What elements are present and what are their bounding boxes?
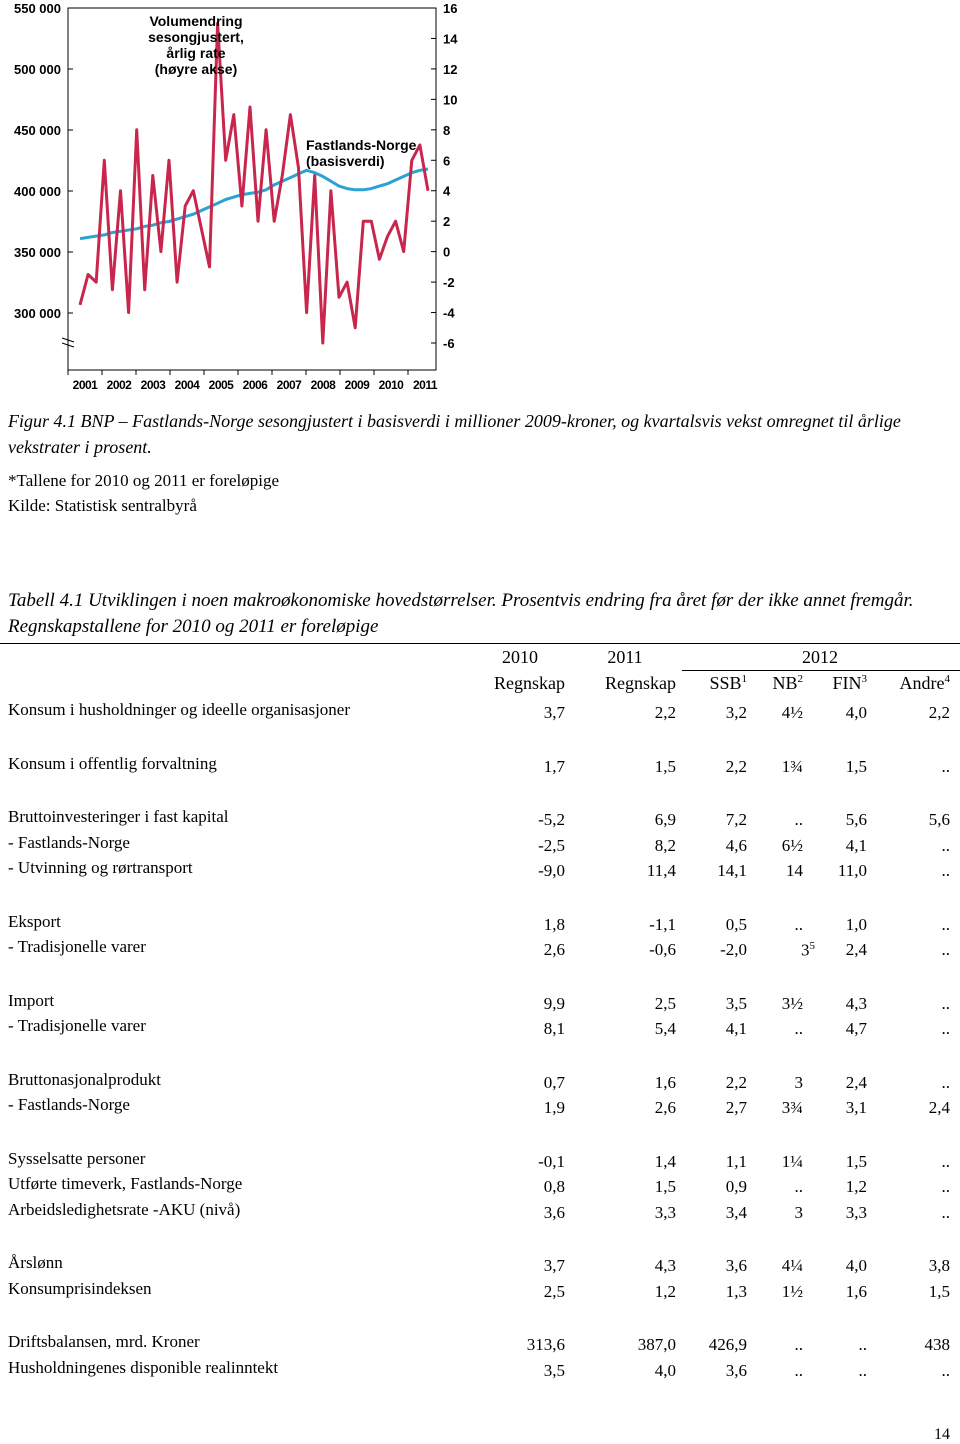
table-cell: .. <box>941 1360 950 1380</box>
table-cell: -0,6 <box>649 940 676 959</box>
table-cell: 8,1 <box>543 1019 565 1038</box>
table-cell: .. <box>794 1177 803 1196</box>
row-label: - Utvinning og rørtransport <box>8 858 193 877</box>
x-axis-tick-label: 2010 <box>378 378 404 392</box>
table-cell: 2,2 <box>725 1072 747 1092</box>
table-cell: 3,7 <box>543 1256 565 1275</box>
left-axis-tick-label: 450 000 <box>14 123 61 138</box>
table-cell: 5,6 <box>845 810 867 829</box>
row-label: Husholdningenes disponible realinntekt <box>8 1357 279 1377</box>
table-cell: 3,3 <box>654 1202 676 1222</box>
table-cell: .. <box>794 1335 803 1354</box>
table-cell: 438 <box>924 1335 950 1354</box>
table-cell: 3 <box>794 1202 803 1222</box>
table-cell: 3,4 <box>725 1202 747 1222</box>
row-label: - Tradisjonelle varer <box>8 937 146 956</box>
left-axis-tick-label: 550 000 <box>14 1 61 16</box>
table-cell: 2,2 <box>928 703 950 722</box>
x-axis-tick-label: 2008 <box>310 378 336 392</box>
table-cell: 2,2 <box>654 703 676 722</box>
table-cell: 3 <box>794 1072 803 1092</box>
column-header: SSB$^1$ <box>709 673 747 693</box>
volume-series-label: Volumendring <box>149 13 243 29</box>
table-cell: .. <box>794 1360 803 1380</box>
table-cell: .. <box>941 1202 950 1222</box>
table-cell: 1,5 <box>845 756 867 776</box>
table-cell: 0,9 <box>725 1177 747 1196</box>
table-cell: -1,1 <box>649 914 676 934</box>
table-cell: -2,0 <box>720 940 747 959</box>
x-axis-tick-label: 2004 <box>174 378 200 392</box>
row-label: Utførte timeverk, Fastlands-Norge <box>8 1174 243 1193</box>
table-cell: 2,2 <box>725 756 747 776</box>
table-cell: 1½ <box>781 1281 803 1301</box>
table-cell: 4,7 <box>845 1019 867 1038</box>
table-cell: 1,6 <box>654 1072 676 1092</box>
table-cell: 1,4 <box>654 1151 676 1171</box>
right-axis-tick-label: 16 <box>443 1 458 16</box>
table-cell: 4,0 <box>845 1256 867 1275</box>
table-cell: 3,3 <box>845 1202 867 1222</box>
volume-series-label: årlig rate <box>166 45 226 61</box>
year-header-2011: 2011 <box>607 647 643 667</box>
right-axis-tick-label: 10 <box>443 92 458 108</box>
table-cell: 14 <box>786 861 803 880</box>
row-label: Årslønn <box>8 1253 63 1272</box>
right-axis-tick-label: 2 <box>443 214 451 230</box>
table-cell: 3,5 <box>543 1360 565 1380</box>
row-label: Driftsbalansen, mrd. Kroner <box>8 1332 200 1351</box>
table-cell: 1¼ <box>781 1151 803 1171</box>
table-cell: 2,6 <box>654 1098 676 1117</box>
table-cell: 1,5 <box>845 1151 867 1171</box>
table-caption: Tabell 4.1 Utviklingen i noen makroøkonomiske hovedstørrelser. Prosentvis endring fra året før der ikke annet fremgår. Regnskapstallene for 2010 og 2011 er foreløpige <box>8 590 914 637</box>
table-cell: 4,3 <box>654 1256 676 1275</box>
table-cell: .. <box>941 1151 950 1171</box>
table-cell: 3,5 <box>725 993 747 1013</box>
table-cell: -9,0 <box>538 861 565 880</box>
table-cell: 426,9 <box>708 1335 747 1354</box>
year-2012-rule <box>682 670 960 671</box>
table-cell: .. <box>941 1072 950 1092</box>
table-cell: 387,0 <box>637 1335 676 1354</box>
row-label: - Fastlands-Norge <box>8 832 130 852</box>
table-cell: -2,5 <box>538 835 565 855</box>
column-header: Regnskap <box>494 673 565 693</box>
table-cell: 5,4 <box>654 1019 676 1038</box>
table-cell: 3,6 <box>725 1360 747 1380</box>
table-cell: 4,0 <box>845 703 867 722</box>
table-cell: 2,7 <box>725 1098 747 1117</box>
table-cell: 1,2 <box>654 1281 676 1301</box>
right-axis-tick-label: -6 <box>443 336 455 351</box>
table-cell: 4,3 <box>845 993 867 1013</box>
left-axis-tick-label: 300 000 <box>14 306 61 321</box>
table-cell: 0,8 <box>543 1177 565 1196</box>
table-cell: 1,8 <box>543 914 565 934</box>
table-cell: .. <box>794 1019 803 1038</box>
table-cell: 6½ <box>781 835 803 855</box>
column-header: Regnskap <box>605 673 676 693</box>
table-cell: -0,1 <box>538 1151 565 1171</box>
table-cell: 1,5 <box>654 1177 676 1196</box>
table-cell: .. <box>858 1360 867 1380</box>
table-cell: 3¾ <box>781 1098 803 1117</box>
row-label: Import <box>8 990 55 1010</box>
right-axis-tick-label: 14 <box>443 31 458 47</box>
volume-series-label: (høyre akse) <box>154 61 238 77</box>
table-cell: 1,5 <box>654 756 676 776</box>
table-cell: -5,2 <box>538 810 565 829</box>
table-cell: .. <box>941 835 950 855</box>
table-cell: 3,1 <box>845 1098 867 1117</box>
table-cell: .. <box>941 1177 950 1196</box>
table-cell: 1,1 <box>725 1151 747 1171</box>
table-cell: .. <box>794 914 803 934</box>
left-axis-tick-label: 400 000 <box>14 184 61 199</box>
x-axis-tick-label: 2003 <box>140 378 166 392</box>
table-cell: 8,2 <box>654 835 676 855</box>
table-cell: 1,6 <box>845 1281 867 1301</box>
row-label: Konsumprisindeksen <box>8 1278 152 1298</box>
row-label: Konsum i husholdninger og ideelle organisasjoner <box>8 700 350 719</box>
table-cell: 1,7 <box>543 756 565 776</box>
table-cell: 313,6 <box>526 1335 565 1354</box>
row-label: Bruttoinvesteringer i fast kapital <box>8 807 229 826</box>
table-cell: 4¼ <box>781 1256 803 1275</box>
row-label: Arbeidsledighetsrate -AKU (nivå) <box>8 1199 241 1219</box>
table-cell: 2,4 <box>845 940 867 959</box>
x-axis-tick-label: 2007 <box>276 378 302 392</box>
row-label: Konsum i offentlig forvaltning <box>8 753 217 773</box>
figure-note: *Tallene for 2010 og 2011 er foreløpige <box>8 471 280 490</box>
table-cell: 3,6 <box>725 1256 747 1275</box>
right-axis-tick-label: -2 <box>443 275 455 291</box>
table-cell: 4,6 <box>725 835 747 855</box>
table-cell: 2,4 <box>845 1072 867 1092</box>
table-cell: 3½ <box>781 993 803 1013</box>
table-cell: 14,1 <box>717 861 747 880</box>
right-axis-tick-label: 8 <box>443 122 451 138</box>
table-cell: 4,0 <box>654 1360 676 1380</box>
table-cell: .. <box>941 1019 950 1038</box>
table-cell: .. <box>941 756 950 776</box>
year-header-2010: 2010 <box>502 647 538 667</box>
row-label: Bruttonasjonalprodukt <box>8 1069 161 1089</box>
table-cell: 2,5 <box>654 993 676 1013</box>
table-cell: 4½ <box>781 703 803 722</box>
year-header-2012: 2012 <box>802 647 838 667</box>
table-cell: .. <box>941 993 950 1013</box>
table-cell: 0,5 <box>725 914 747 934</box>
right-axis-tick-label: 12 <box>443 61 458 77</box>
table-cell: 1,3 <box>725 1281 747 1301</box>
table-cell: 0,7 <box>543 1072 565 1092</box>
table-cell: 1,0 <box>845 914 867 934</box>
table-cell: .. <box>941 914 950 934</box>
table-cell: 3,2 <box>725 703 747 722</box>
left-axis-tick-label: 500 000 <box>14 62 61 77</box>
right-axis-tick-label: 4 <box>443 183 451 199</box>
x-axis-tick-label: 2002 <box>106 378 132 392</box>
table-cell: $3^5$ <box>801 940 815 960</box>
table-cell: .. <box>858 1335 867 1354</box>
table-cell: 11,4 <box>646 861 676 880</box>
table-top-rule <box>0 643 960 644</box>
volume-series-label: sesongjustert, <box>148 29 244 45</box>
table-cell: .. <box>794 810 803 829</box>
table-cell: 2,5 <box>543 1281 565 1301</box>
fastlands-series-label: (basisverdi) <box>306 153 385 169</box>
column-header: Andre$^4$ <box>899 673 950 693</box>
fastlands-series-label: Fastlands-Norge <box>306 137 417 153</box>
x-axis-tick-label: 2001 <box>72 378 98 392</box>
page-number: 14 <box>934 1426 950 1443</box>
row-label: - Tradisjonelle varer <box>8 1016 146 1035</box>
table-cell: 7,2 <box>725 810 747 829</box>
table-cell: 11,0 <box>837 861 867 880</box>
left-axis-tick-label: 350 000 <box>14 245 61 260</box>
table-cell: 1¾ <box>781 756 803 776</box>
table-cell: 1,2 <box>845 1177 867 1196</box>
table-cell: 4,1 <box>845 835 867 855</box>
right-axis-tick-label: -4 <box>443 305 455 321</box>
table-cell: .. <box>941 861 950 880</box>
table-cell: 3,8 <box>928 1256 950 1275</box>
table-cell: 9,9 <box>543 993 565 1013</box>
table-cell: 3,6 <box>543 1202 565 1222</box>
table-cell: .. <box>941 940 950 959</box>
x-axis-tick-label: 2005 <box>208 378 234 392</box>
x-axis-tick-label: 2006 <box>242 378 268 392</box>
table-cell: 3,7 <box>543 703 565 722</box>
table-cell: 4,1 <box>725 1019 747 1038</box>
figure-source: Kilde: Statistisk sentralbyrå <box>8 496 197 515</box>
figure-caption: Figur 4.1 BNP – Fastlands-Norge sesongjustert i basisverdi i millioner 2009-kroner, og kvartalsvis vekst omregnet til årlige vekstrater i prosent. <box>8 411 901 457</box>
right-axis-tick-label: 0 <box>443 244 451 260</box>
table-cell: 1,9 <box>543 1098 565 1117</box>
right-axis-tick-label: 6 <box>443 153 451 169</box>
table-cell: 1,5 <box>928 1281 950 1301</box>
table-cell: 5,6 <box>928 810 950 829</box>
column-header: FIN$^3$ <box>832 673 867 693</box>
table-cell: 2,6 <box>543 940 565 959</box>
x-axis-tick-label: 2011 <box>412 378 438 392</box>
table-cell: 2,4 <box>928 1098 950 1117</box>
row-label: Sysselsatte personer <box>8 1148 146 1168</box>
column-header: $NB^2$ <box>772 673 803 693</box>
table-cell: 6,9 <box>654 810 676 829</box>
row-label: - Fastlands-Norge <box>8 1095 130 1114</box>
row-label: Eksport <box>8 911 61 931</box>
x-axis-tick-label: 2009 <box>344 378 370 392</box>
